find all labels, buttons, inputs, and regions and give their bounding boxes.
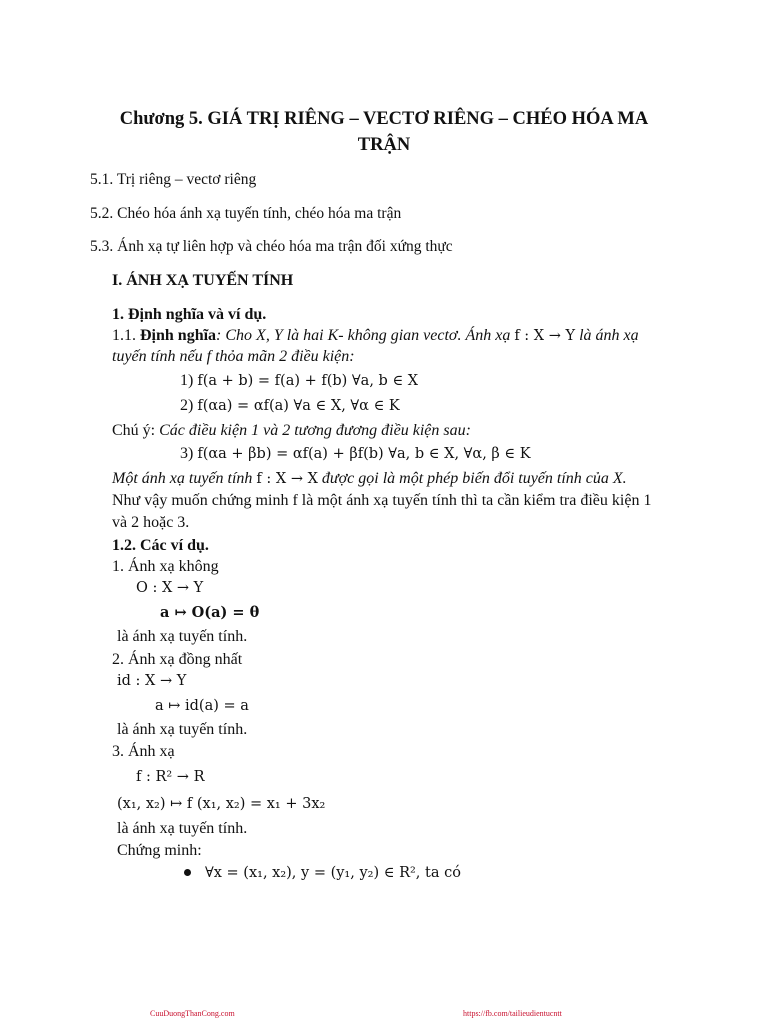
- footer-left-watermark: CuuDuongThanCong.com: [150, 1009, 235, 1018]
- examples-heading: 1.2. Các ví dụ.: [112, 537, 209, 554]
- condition-2-number: 2): [180, 397, 194, 414]
- example-3-map: f : R² → R: [136, 769, 205, 785]
- condition-1-number: 1): [180, 372, 194, 389]
- condition-1: [180, 371, 418, 391]
- example-1-rule: a ↦ O(a) = θ: [160, 604, 260, 621]
- toc-item-5-3: 5.3. Ánh xạ tự liên hợp và chéo hóa ma trận đối xứng thực: [90, 238, 453, 255]
- example-2-title: 2. Ánh xạ đồng nhất: [112, 651, 243, 668]
- definition-number: 1.1.: [112, 327, 140, 344]
- example-3-conclusion: là ánh xạ tuyến tính.: [117, 820, 248, 837]
- toc-item-5-1: 5.1. Trị riêng – vectơ riêng: [90, 171, 257, 188]
- transform-definition: [112, 469, 627, 489]
- definition-text-a: : Cho X, Y là hai K- không gian vectơ. Ánh xạ: [216, 327, 515, 344]
- condition-3-formula: f(αa + βb) = αf(a) + βf(b) ∀a, b ∈ X, ∀α, β ∈ K: [197, 446, 531, 462]
- section-heading: I. ÁNH XẠ TUYẾN TÍNH: [112, 272, 294, 289]
- definition-line-1: [112, 326, 639, 346]
- bullet-icon: [184, 869, 191, 876]
- example-3-rule: (x₁, x₂) ↦ f (x₁, x₂) = x₁ + 3x₂: [117, 796, 326, 812]
- transform-text-a: Một ánh xạ tuyến tính: [112, 470, 257, 487]
- definition-line-2: [112, 347, 355, 367]
- definition-text-b: là ánh xạ: [575, 327, 639, 344]
- note-text: Các điều kiện 1 và 2 tương đương điều kiện sau:: [159, 422, 471, 439]
- subsection-heading: 1. Định nghĩa và ví dụ.: [112, 306, 267, 323]
- example-1-conclusion: là ánh xạ tuyến tính.: [117, 628, 248, 645]
- remark-line-1: Như vậy muốn chứng minh f là một ánh xạ tuyến tính thì ta cần kiểm tra điều kiện 1: [112, 492, 652, 509]
- condition-2-formula: f(αa) = αf(a) ∀a ∈ X, ∀α ∈ K: [197, 398, 400, 414]
- note-line: [112, 421, 471, 441]
- definition-label: Định nghĩa: [140, 327, 217, 344]
- transform-map: f : X → X: [256, 471, 318, 487]
- chapter-title: Chương 5. GIÁ TRỊ RIÊNG – VECTƠ RIÊNG – CHÉO HÓA MA TRẬN: [119, 109, 649, 155]
- footer-right-link[interactable]: https://fb.com/tailieudientucntt: [463, 1009, 562, 1018]
- condition-3: [180, 444, 531, 464]
- proof-label: Chứng minh:: [117, 842, 202, 859]
- example-3-title: 3. Ánh xạ: [112, 743, 175, 760]
- example-2-rule: a ↦ id(a) = a: [155, 698, 249, 714]
- proof-bullet-text: ∀x = (x₁, x₂), y = (y₁, y₂) ∈ R², ta có: [205, 865, 461, 881]
- definition-map: f : X → Y: [514, 328, 576, 344]
- definition-line-2-text: tuyến tính nếu f thỏa mãn 2 điều kiện:: [112, 348, 355, 365]
- remark-line-2: và 2 hoặc 3.: [112, 514, 190, 531]
- example-2-conclusion: là ánh xạ tuyến tính.: [117, 721, 248, 738]
- condition-3-number: 3): [180, 445, 194, 462]
- example-2-map: id : X → Y: [117, 673, 187, 689]
- transform-text-b: được gọi là một phép biến đổi tuyến tính của X.: [317, 470, 627, 487]
- condition-2: [180, 396, 400, 416]
- example-1-map: O : X → Y: [136, 580, 204, 596]
- condition-1-formula: f(a + b) = f(a) + f(b) ∀a, b ∈ X: [197, 373, 419, 389]
- example-1-title: 1. Ánh xạ không: [112, 558, 219, 575]
- toc-item-5-2: 5.2. Chéo hóa ánh xạ tuyến tính, chéo hóa ma trận: [90, 205, 402, 222]
- note-label: Chú ý:: [112, 422, 160, 439]
